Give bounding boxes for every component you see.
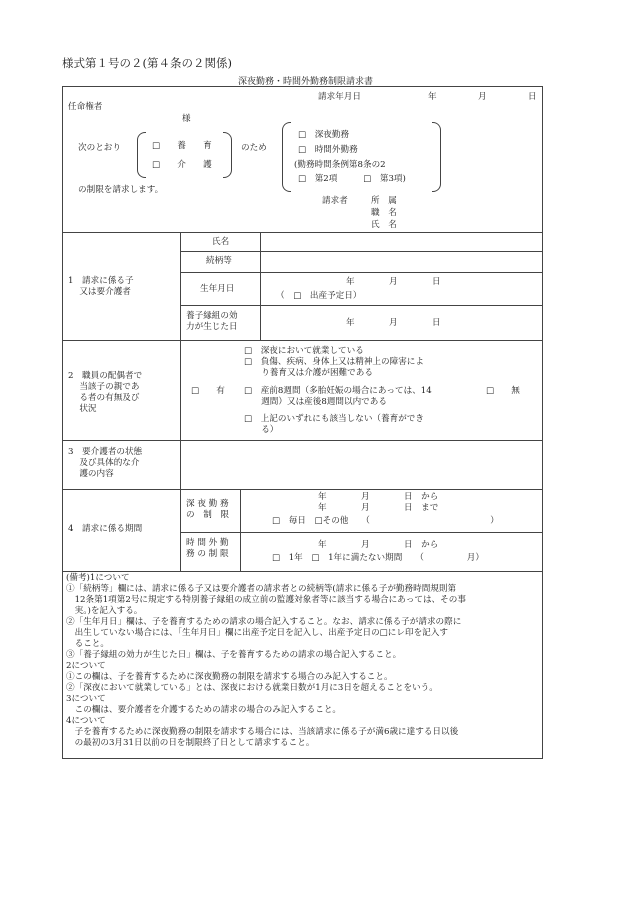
note-line: ③「養子縁組の効力が生じた日」欄は、子を養育するための請求の場合記入すること。 bbox=[66, 650, 402, 660]
note-line: 12条第1項第2号に規定する特別養子縁組の成立前の監護対象者等に該当する場合にあっては、その事 bbox=[66, 595, 466, 605]
section1-birth-date: 年 月 日 bbox=[346, 277, 441, 287]
restrict-bracket-left bbox=[282, 122, 291, 192]
care-bracket-left bbox=[137, 132, 146, 178]
as-follows-text: 次のとおり bbox=[78, 143, 121, 153]
section1-name-label: 氏名 bbox=[212, 237, 230, 247]
overtime-from-date: 年 月 日 から bbox=[318, 540, 439, 550]
note-line: ①この欄は、子を養育するために深夜勤務の制限を請求する場合のみ記入すること。 bbox=[66, 672, 393, 682]
note-line: 実。)を記入する。 bbox=[66, 606, 143, 616]
section1-adoption-date: 年 月 日 bbox=[346, 318, 441, 328]
section2-condition-birth[interactable]: □ 産前8週間（多胎妊娠の場合にあっては、14 週間）又は産後8週間以内である bbox=[244, 386, 432, 407]
overtime-restriction-label: 時 間 外 勤 務 の 制 限 bbox=[186, 538, 229, 559]
note-line: (備考)1について bbox=[66, 573, 130, 583]
restrict-clause-checkboxes[interactable]: □ 第2項 □ 第3項) bbox=[298, 174, 406, 184]
restrict-bracket-right bbox=[432, 122, 441, 192]
note-line: ②「深夜において就業している」とは、深夜における就業日数が1月に3日を超えることをいう。 bbox=[66, 683, 438, 693]
requester-label: 請求者 bbox=[322, 196, 348, 206]
note-line: ②「生年月日」欄は、子を養育するための請求の場合記入すること。なお、請求に係る子が請求の際に bbox=[66, 617, 462, 627]
note-line: ること。 bbox=[66, 639, 109, 649]
notes-block bbox=[66, 573, 538, 749]
request-date-label: 請求年月日 bbox=[318, 92, 361, 102]
note-line: この欄は、要介護者を介護するための請求の場合のみ記入すること。 bbox=[66, 705, 342, 715]
section1-heading: 1 請求に係る子 又は要介護者 bbox=[68, 276, 134, 297]
affiliation-label: 所 属 bbox=[371, 196, 397, 206]
section4-heading: 4 請求に係る期間 bbox=[68, 524, 143, 534]
section3-heading: 3 要介護者の状態 及び具体的な介 護の内容 bbox=[68, 447, 143, 479]
for-purpose-text: のため bbox=[241, 143, 267, 153]
care-bracket-right bbox=[223, 132, 232, 178]
overtime-period-checkboxes[interactable]: □ 1年 □ 1年に満たない期間 （ 月） bbox=[272, 553, 484, 563]
section1-birth-label: 生年月日 bbox=[200, 284, 235, 294]
name-label: 氏 名 bbox=[371, 220, 397, 230]
section2-has-checkbox[interactable]: □ 有 bbox=[191, 386, 225, 396]
appointer-honorific: 様 bbox=[182, 114, 191, 124]
section2-condition-illness[interactable]: □ 負傷、疾病、身体上又は精神上の障害によ り養育又は介護が困難である bbox=[244, 357, 424, 378]
night-to-date: 年 月 日 まで bbox=[318, 503, 439, 513]
note-line: 子を養育するために深夜勤務の制限を請求する場合には、当該請求に係る子が満6歳に達する日以後 bbox=[66, 727, 459, 737]
restrict-overtime-checkbox[interactable]: □ 時間外勤務 bbox=[298, 145, 358, 155]
restrict-night-checkbox[interactable]: □ 深夜勤務 bbox=[298, 130, 350, 140]
position-label: 職 名 bbox=[371, 208, 397, 218]
form-title: 深夜勤務・時間外勤務制限請求書 bbox=[238, 77, 374, 87]
section2-condition-night[interactable]: □ 深夜において就業している bbox=[244, 346, 364, 356]
care-option-nursing[interactable]: □ 介 護 bbox=[152, 160, 212, 170]
note-line: 出生していない場合には、「生年月日」欄に出産予定日を記入し、出産予定日の□にレ印を記入す bbox=[66, 628, 448, 638]
restrict-ordinance-ref: (勤務時間条例第8条の2 bbox=[294, 160, 386, 170]
note-line: 3について bbox=[66, 694, 106, 704]
night-restriction-label: 深 夜 勤 務 の 制 限 bbox=[186, 499, 229, 520]
section1-relation-label: 続柄等 bbox=[206, 256, 232, 266]
section2-none-checkbox[interactable]: □ 無 bbox=[486, 386, 520, 396]
request-day: 日 bbox=[528, 92, 537, 102]
note-line: 4について bbox=[66, 716, 106, 726]
request-month: 月 bbox=[478, 92, 487, 102]
night-from-date: 年 月 日 から bbox=[318, 492, 439, 502]
note-line: ①「続柄等」欄には、請求に係る子又は要介護者の請求者との続柄等(請求に係る子が勤務時間規則第 bbox=[66, 584, 457, 594]
note-line: の最初の3月31日以前の日を制限終了日として請求すること。 bbox=[66, 738, 315, 748]
section1-adoption-label: 養子縁組の効 力が生じた日 bbox=[186, 311, 238, 332]
section1-due-date-checkbox[interactable]: （ □ 出産予定日） bbox=[276, 291, 362, 301]
request-year: 年 bbox=[428, 92, 437, 102]
form-number: 様式第１号の２(第４条の２関係) bbox=[62, 56, 232, 70]
section2-heading: 2 職員の配偶者で 当該子の親であ る者の有無及び 状況 bbox=[68, 371, 143, 414]
appointer-label: 任命権者 bbox=[68, 102, 103, 112]
section2-condition-none[interactable]: □ 上記のいずれにも該当しない（養育ができ る） bbox=[244, 414, 424, 435]
night-frequency-checkboxes[interactable]: □ 毎日 □その他 （ ） bbox=[272, 516, 499, 526]
note-line: 2について bbox=[66, 661, 106, 671]
care-option-nurture[interactable]: □ 養 育 bbox=[152, 141, 212, 151]
request-statement: の制限を請求します。 bbox=[78, 185, 164, 195]
